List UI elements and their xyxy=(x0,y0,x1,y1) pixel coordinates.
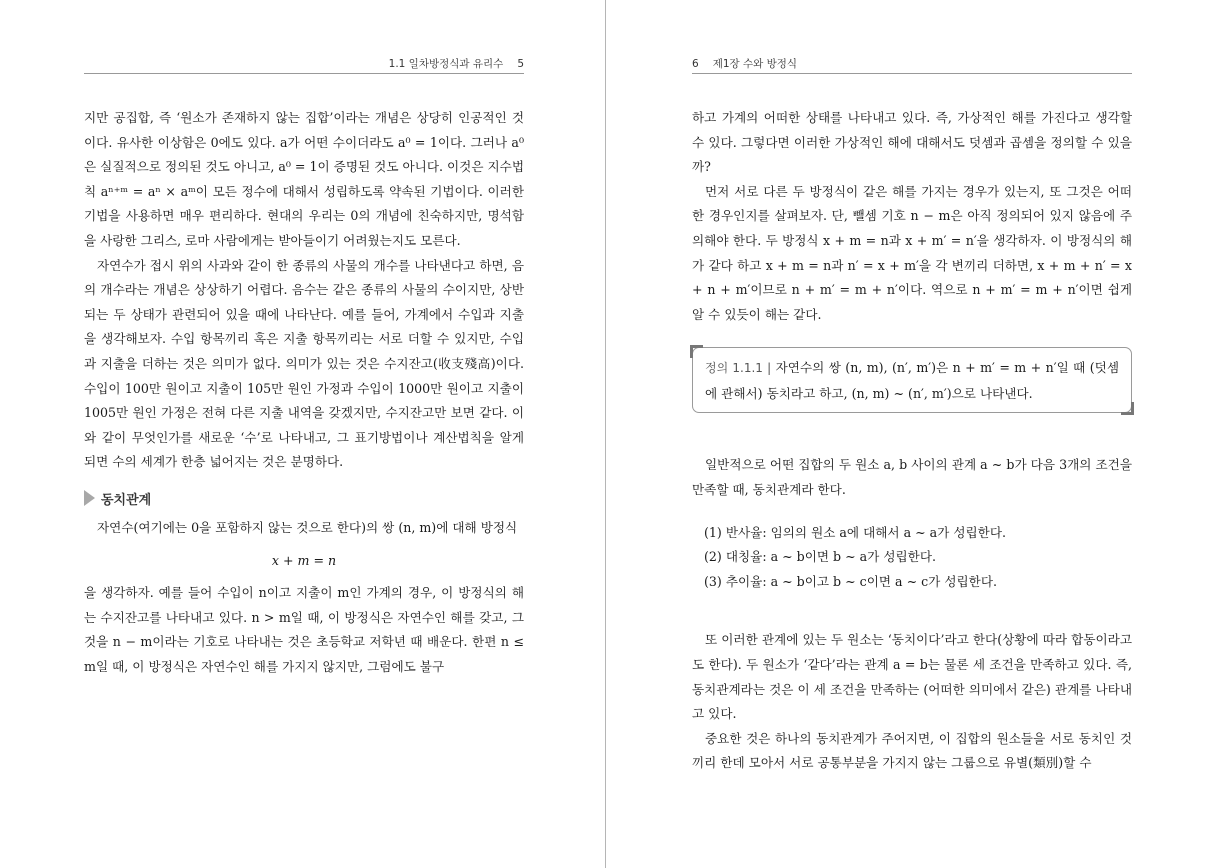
corner-mark xyxy=(690,345,703,358)
triangle-bullet-icon xyxy=(84,490,95,506)
list-item: (3) 추이율: a ~ b이고 b ~ c이면 a ~ c가 성립한다. xyxy=(704,573,998,589)
definition-label: 정의 1.1.1 | xyxy=(705,361,772,376)
spacer xyxy=(692,435,1132,453)
right-header-title: 제1장 수와 방정식 xyxy=(712,58,798,70)
paragraph: 지만 공집합, 즉 ‘원소가 존재하지 않는 집합’이라는 개념은 상당히 인공적인 것이다. 유사한 이상함은 0에도 있다. a가 어떤 수이더라도 a⁰ = 1이다. 그러나 a⁰은 실질적으로 정의된 것도 아니고, a⁰ = 1이 증명된 것도 아니다. 이것은 지수법칙 aⁿ⁺ᵐ = aⁿ × aᵐ이 모든 정수에 대해서 성립하도록 약속된 기법이다. 이러한 기법을 사용하면 매우 편리하다. 현대의 우리는 0의 개념에 친숙하지만, 명석함을 사랑한 그리스, 로마 사람에게는 받아들이기 어려웠는지도 모른다. xyxy=(84,110,524,248)
left-page-header xyxy=(84,56,524,74)
condition-list xyxy=(704,521,1132,595)
paragraph: 을 생각하자. 예를 들어 수입이 n이고 지출이 m인 가계의 경우, 이 방정식의 해는 수지잔고를 나타내고 있다. n > m일 때, 이 방정식은 자연수인 해를 갖고, 그것을 n − m이라는 기호로 나타내는 것은 초등학교 저학년 때 배운다. 한편 n ≤ m일 때, 이 방정식은 자연수인 해를 가지지 않지만, 그럼에도 불구 xyxy=(84,585,524,674)
definition-text: 자연수의 쌍 (n, m), (n′, m′)은 n + m′ = m + n′일 때 (덧셈에 관해서) 동치라고 하고, (n, m) ~ (n′, m′)으로 나타낸다. xyxy=(705,360,1119,402)
list-item: (2) 대칭율: a ~ b이면 b ~ a가 성립한다. xyxy=(704,549,937,565)
page-divider xyxy=(605,0,606,868)
left-page-number: 5 xyxy=(517,58,524,70)
spacer xyxy=(692,612,1132,628)
left-header-title: 1.1 일차방정식과 유리수 xyxy=(388,58,504,70)
paragraph: 하고 가계의 어떠한 상태를 나타내고 있다. 즉, 가상적인 해를 가진다고 생각할 수 있다. 그렇다면 이러한 가상적인 해에 대해서도 덧셈과 곱셈을 정의할 수 있을까? xyxy=(692,110,1132,175)
equation: x + m = n xyxy=(271,552,337,568)
list-item: (1) 반사율: 임의의 원소 a에 대해서 a ~ a가 성립한다. xyxy=(704,524,1007,540)
paragraph: 자연수(여기에는 0을 포함하지 않는 것으로 한다)의 쌍 (n, m)에 대해 방정식 xyxy=(97,519,518,535)
corner-mark xyxy=(1121,402,1134,415)
paragraph: 자연수가 접시 위의 사과와 같이 한 종류의 사물의 개수를 나타낸다고 하면, 음의 개수라는 개념은 상상하기 어렵다. 음수는 같은 종류의 사물의 수이지만, 상반되는 두 상태가 관련되어 있을 때에 나타난다. 예를 들어, 가계에서 수입과 지출을 생각해보자. 수입 항목끼리 혹은 지출 항목끼리는 서로 더할 수 있지만, 수입과 지출을 더하는 것은 의미가 없다. 의미가 있는 것은 수지잔고(收支殘高)이다. 수입이 100만 원이고 지출이 105만 원인 가정과 수입이 1000만 원이고 지출이 1005만 원인 가정은 전혀 다른 지출 내역을 갖겠지만, 수지잔고만 보면 같다. 이와 같이 무엇인가를 새로운 ‘수’로 나타내고, 그 표기방법이나 계산법칙을 알게 되면 수의 세계가 한층 넓어지는 것은 분명하다. xyxy=(84,257,524,470)
paragraph: 또 이러한 관계에 있는 두 원소는 ‘동치이다’라고 한다(상황에 따라 합동이라고도 한다). 두 원소가 ‘같다’라는 관계 a = b는 물론 세 조건을 만족하고 있다. 즉, 동치관계라는 것은 이 세 조건을 만족하는 (어떠한 의미에서 같은) 관계를 나타내고 있다. xyxy=(692,632,1132,722)
section-heading xyxy=(84,489,524,508)
left-page-body xyxy=(84,106,524,679)
definition-box xyxy=(692,347,1132,413)
section-title: 동치관계 xyxy=(101,492,152,508)
left-page xyxy=(84,0,524,868)
paragraph: 먼저 서로 다른 두 방정식이 같은 해를 가지는 경우가 있는지, 또 그것은 어떠한 경우인지를 살펴보자. 단, 뺄셈 기호 n − m은 아직 정의되어 있지 않음에 주의해야 한다. 두 방정식 x + m = n과 x + m′ = n′을 생각하자. 이 방정식의 해가 같다 하고 x + m = n과 n′ = x + m′을 각 변끼리 더하면, x + m + n′ = x + n + m′이므로 n + m′ = m + n′이다. 역으로 n + m′ = m + n′이면 쉽게 알 수 있듯이 해는 같다. xyxy=(692,183,1132,322)
definition xyxy=(705,355,1119,406)
right-page-number: 6 xyxy=(692,58,699,70)
right-page-header xyxy=(692,56,1132,74)
right-page xyxy=(692,0,1132,868)
paragraph: 일반적으로 어떤 집합의 두 원소 a, b 사이의 관계 a ~ b가 다음 3개의 조건을 만족할 때, 동치관계라 한다. xyxy=(692,457,1132,497)
right-page-body xyxy=(692,106,1132,776)
paragraph: 중요한 것은 하나의 동치관계가 주어지면, 이 집합의 원소들을 서로 동치인 것끼리 한데 모아서 서로 공통부분을 가지지 않는 그룹으로 유별(類別)할 수 xyxy=(692,730,1132,771)
